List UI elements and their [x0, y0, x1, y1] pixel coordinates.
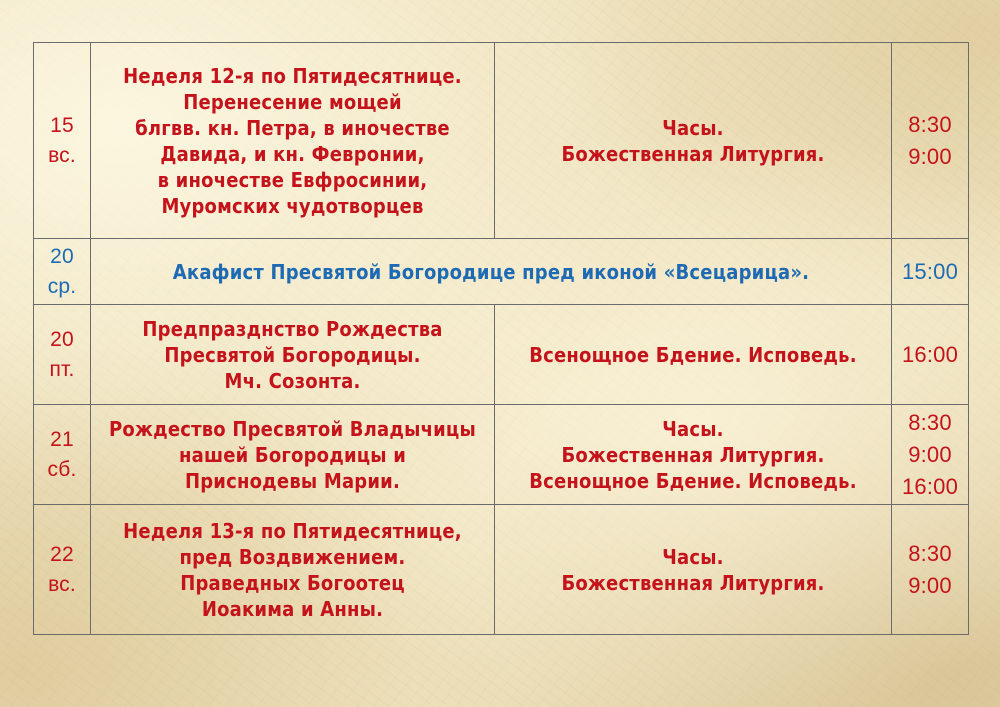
day-cell: [34, 305, 91, 405]
time-value: 16:00: [901, 341, 959, 367]
akathist-cell: [91, 239, 892, 305]
akathist-text: Акафист Пресвятой Богородице пред иконой «Всецарица».: [172, 259, 810, 284]
feast-line: Перенесение мощей: [183, 89, 402, 114]
feast-line: блгвв. кн. Петра, в иночестве: [135, 115, 450, 140]
services-cell: [495, 43, 892, 239]
schedule-row-21: [34, 405, 969, 505]
day-number: 15: [50, 113, 74, 137]
feast-line: Предпразднство Рождества: [142, 316, 443, 341]
day-of-week: сб.: [47, 457, 77, 481]
feast-line: пред Воздвижением.: [179, 544, 406, 569]
time-cell: [892, 239, 969, 305]
schedule-row-15: [34, 43, 969, 239]
feast-line: Мч. Созонта.: [224, 368, 361, 393]
feast-line: Приснодевы Марии.: [184, 468, 401, 493]
feast-line: Давида, и кн. Февронии,: [160, 141, 425, 166]
time-value: 9:00: [908, 572, 952, 598]
time-value: 9:00: [908, 143, 952, 169]
feast-cell: [91, 405, 495, 505]
day-cell: [34, 43, 91, 239]
feast-line: Неделя 13-я по Пятидесятнице,: [123, 518, 462, 543]
day-number: 22: [50, 542, 74, 566]
service-line: Часы.: [662, 115, 724, 140]
time-value: 8:30: [908, 540, 952, 566]
feast-line: Праведных Богоотец: [180, 570, 405, 595]
feast-cell: [91, 43, 495, 239]
schedule-table: [33, 42, 969, 635]
day-number: 20: [50, 244, 74, 268]
time-value: 15:00: [901, 258, 959, 284]
day-cell: [34, 505, 91, 635]
schedule-row-22: [34, 505, 969, 635]
service-line: Божественная Литургия.: [561, 570, 825, 595]
feast-cell: [91, 305, 495, 405]
feast-line: Пресвятой Богородицы.: [164, 342, 421, 367]
time-cell: [892, 305, 969, 405]
time-cell: [892, 505, 969, 635]
feast-line: Муромских чудотворцев: [161, 193, 424, 218]
time-cell: [892, 405, 969, 505]
feast-line: Иоакима и Анны.: [201, 596, 384, 621]
time-value: 8:30: [908, 111, 952, 137]
day-cell: [34, 405, 91, 505]
day-of-week: пт.: [49, 357, 75, 381]
day-number: 20: [50, 327, 74, 351]
day-of-week: вс.: [48, 572, 76, 596]
service-line: Божественная Литургия.: [561, 141, 825, 166]
time-value: 16:00: [901, 473, 959, 499]
day-of-week: ср.: [47, 274, 77, 298]
feast-line: в иночестве Евфросинии,: [157, 167, 428, 192]
service-line: Часы.: [662, 416, 724, 441]
feast-line: Неделя 12-я по Пятидесятнице.: [123, 63, 462, 88]
day-number: 21: [50, 427, 74, 451]
feast-cell: [91, 505, 495, 635]
services-cell: [495, 505, 892, 635]
day-cell: [34, 239, 91, 305]
feast-line: Рождество Пресвятой Владычицы: [109, 416, 476, 441]
service-line: Всенощное Бдение. Исповедь.: [529, 468, 857, 493]
feast-line: нашей Богородицы и: [178, 442, 407, 467]
services-cell: [495, 405, 892, 505]
service-line: Божественная Литургия.: [561, 442, 825, 467]
time-cell: [892, 43, 969, 239]
time-value: 8:30: [908, 409, 952, 435]
services-cell: [495, 305, 892, 405]
service-line: Часы.: [662, 544, 724, 569]
service-line: Всенощное Бдение. Исповедь.: [529, 342, 857, 367]
day-of-week: вс.: [48, 143, 76, 167]
schedule-row-20-wed: [34, 239, 969, 305]
schedule-row-20-fri: [34, 305, 969, 405]
time-value: 9:00: [908, 441, 952, 467]
